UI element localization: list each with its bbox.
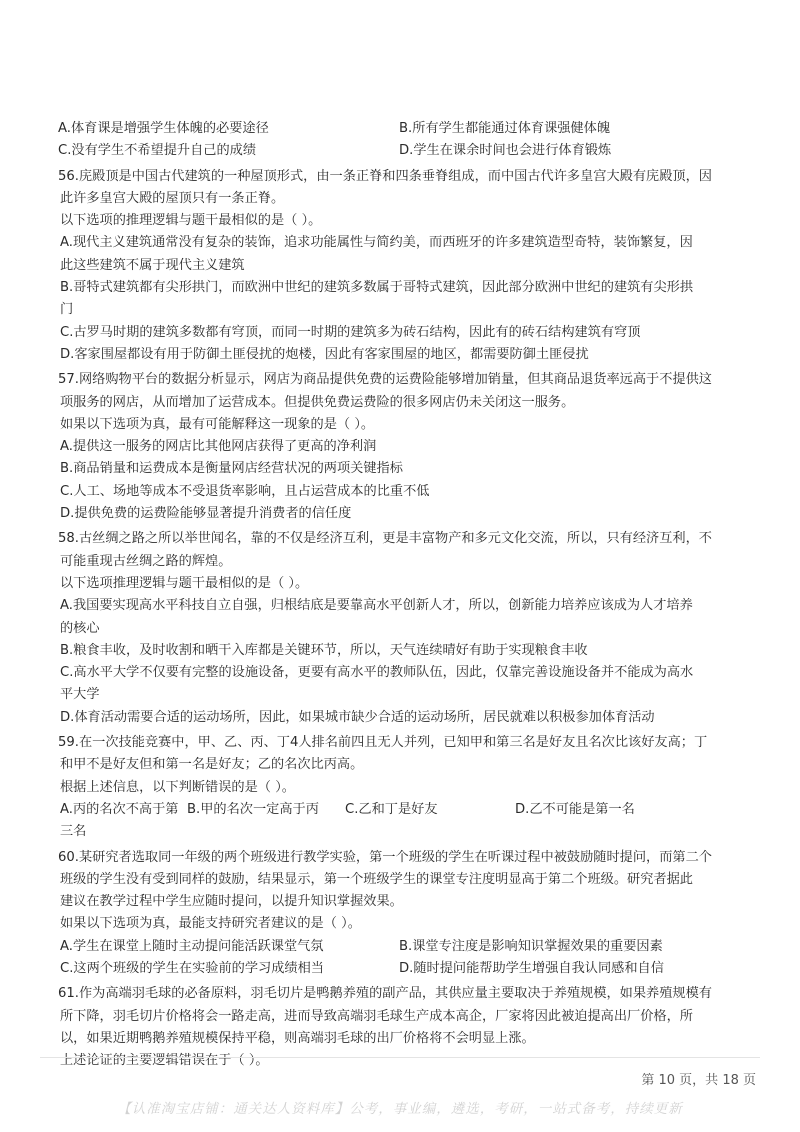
options-row-1: [58, 936, 758, 958]
question-stem: 57.网络购物平台的数据分析显示，网店为商品提供免费的运费险能够增加销量，但其商品退货率远高于不提供这: [58, 372, 712, 388]
page-number: 第 10 页，共 18 页: [641, 1073, 756, 1088]
option-c: C.这两个班级的学生在实验前的学习成绩相当: [60, 960, 324, 976]
prev-option-a: A.体育课是增强学生体魄的必要途径: [58, 121, 269, 136]
question-stem: 项服务的网店，从而增加了运营成本。但提供免费运费险的很多网店仍未关闭这一服务。: [60, 394, 575, 410]
question-prompt: 上述论证的主要逻辑错误在于（ ）。: [60, 1053, 269, 1069]
option-b: B.课堂专注度是影响知识掌握效果的重要因素: [399, 938, 663, 954]
option-b: B.哥特式建筑都有尖形拱门，而欧洲中世纪的建筑多数属于哥特式建筑，因此部分欧洲中世纪的建筑有尖形拱: [60, 280, 694, 296]
option-a: A.丙的名次不高于第三名: [60, 801, 179, 840]
question-prompt: 如果以下选项为真，最有可能解释这一现象的是（ ）。: [60, 416, 375, 432]
question-stem: 56.庑殿顶是中国古代建筑的一种屋顶形式，由一条正脊和四条垂脊组成，而中国古代许多皇宫大殿有庑殿顶，因: [58, 168, 712, 184]
question-content: [58, 118, 758, 1072]
option-a: A.提供这一服务的网店比其他网店获得了更高的净利润: [60, 439, 377, 455]
question-56: [58, 166, 758, 367]
prev-option-d: D.学生在课余时间也会进行体育锻炼: [399, 143, 612, 159]
option-d: D.乙不可能是第一名: [515, 801, 635, 817]
option-a-cont: 的核心: [60, 620, 100, 636]
prev-option-b: B.所有学生都能通过体育课强健体魄: [399, 121, 611, 136]
question-prompt: 如果以下选项为真，最能支持研究者建议的是（ ）。: [60, 916, 361, 932]
question-prompt: 根据上述信息，以下判断错误的是（ ）。: [60, 779, 295, 795]
option-d: D.随时提问能帮助学生增强自我认同感和自信: [399, 960, 664, 976]
question-58: [58, 528, 758, 729]
option-d: D.客家围屋都设有用于防御土匪侵扰的炮楼，因此有客家围屋的地区，都需要防御土匪侵扰: [60, 346, 589, 362]
option-c-cont: 平大学: [60, 687, 100, 703]
option-c: C.高水平大学不仅要有完整的设施设备，更要有高水平的教师队伍，因此，仅靠完善设施设备并不能成为高水: [60, 665, 694, 681]
question-stem: 60.某研究者选取同一年级的两个班级进行教学实验，第一个班级的学生在听课过程中被鼓励随时提问，而第二个: [58, 849, 712, 865]
option-b: B.粮食丰收，及时收割和晒干入库都是关键环节，所以，天气连续晴好有助于实现粮食丰收: [60, 642, 588, 658]
question-stem: 58.古丝绸之路之所以举世闻名，靠的不仅是经济互利，更是丰富物产和多元文化交流，所以，只有经济互利，不: [58, 531, 712, 547]
question-prompt: 以下选项推理逻辑与题干最相似的是（ ）。: [60, 575, 309, 591]
question-59: [58, 732, 758, 843]
question-stem: 59.在一次技能竞赛中，甲、乙、丙、丁4人排名前四且无人并列，已知甲和第三名是好友且名次比该好友高；丁: [58, 735, 708, 751]
question-stem: 所下降，羽毛切片价格将会一路走高，进而导致高端羽毛球生产成本高企，厂家将因此被迫提高出厂价格，所: [60, 1008, 693, 1024]
prev-options-row-1: [58, 118, 758, 140]
option-a: A.现代主义建筑通常没有复杂的装饰，追求功能属性与简约美，而西班牙的许多建筑造型奇特，装饰繁复，因: [60, 235, 693, 251]
option-c: C.古罗马时期的建筑多数都有穹顶，而同一时期的建筑多为砖石结构，因此有的砖石结构建筑有穹顶: [60, 324, 641, 340]
option-b: B.商品销量和运费成本是衡量网店经营状况的两项关键指标: [60, 461, 403, 477]
option-d: D.体育活动需要合适的运动场所，因此，如果城市缺少合适的运动场所，居民就难以积极参加体育活动: [60, 709, 655, 725]
question-prompt: 以下选项的推理逻辑与题干最相似的是（ ）。: [60, 213, 322, 229]
question-stem: 61.作为高端羽毛球的必备原料，羽毛切片是鸭鹅养殖的副产品，其供应量主要取决于养殖规模，如果养殖规模有: [58, 986, 712, 1002]
question-61: [58, 983, 758, 1072]
option-a: A.学生在课堂上随时主动提问能活跃课堂气氛: [60, 938, 324, 954]
footer-divider: [40, 1057, 760, 1058]
prev-options-row-2: [58, 140, 758, 162]
question-stem: 以，如果近期鸭鹅养殖规模保持平稳，则高端羽毛球的出厂价格将不会明显上涨。: [60, 1030, 535, 1046]
question-60: [58, 847, 758, 981]
option-a: A.我国要实现高水平科技自立自强，归根结底是要靠高水平创新人才，所以，创新能力培养应该成为人才培养: [60, 598, 693, 614]
option-c: C.人工、场地等成本不受退货率影响，且占运营成本的比重不低: [60, 483, 430, 499]
options-row-2: [58, 958, 758, 980]
question-stem: 和甲不是好友但和第一名是好友；乙的名次比丙高。: [60, 757, 364, 773]
prev-option-c: C.没有学生不希望提升自己的成绩: [58, 143, 257, 159]
question-stem: 可能重现古丝绸之路的辉煌。: [60, 553, 232, 569]
option-c: C.乙和丁是好友: [345, 801, 438, 817]
watermark: 【认准淘宝店铺：通关达人资料库】公考，事业编，遴选，考研，一站式备考，持续更新: [117, 1101, 683, 1117]
option-d: D.提供免费的运费险能够显著提升消费者的信任度: [60, 506, 352, 522]
option-a-cont: 此这些建筑不属于现代主义建筑: [60, 257, 245, 273]
option-b: B.甲的名次一定高于丙: [187, 801, 319, 817]
option-b-cont: 门: [60, 302, 74, 318]
question-stem: 班级的学生没有受到同样的鼓励，结果显示，第一个班级学生的课堂专注度明显高于第二个班级。研究者据此: [60, 871, 693, 887]
question-stem: 此许多皇宫大殿的屋顶只有一条正脊。: [60, 190, 285, 206]
options-row: [58, 799, 758, 844]
question-57: [58, 369, 758, 525]
question-stem: 建议在教学过程中学生应随时提问，以提升知识掌握效果。: [60, 894, 403, 910]
